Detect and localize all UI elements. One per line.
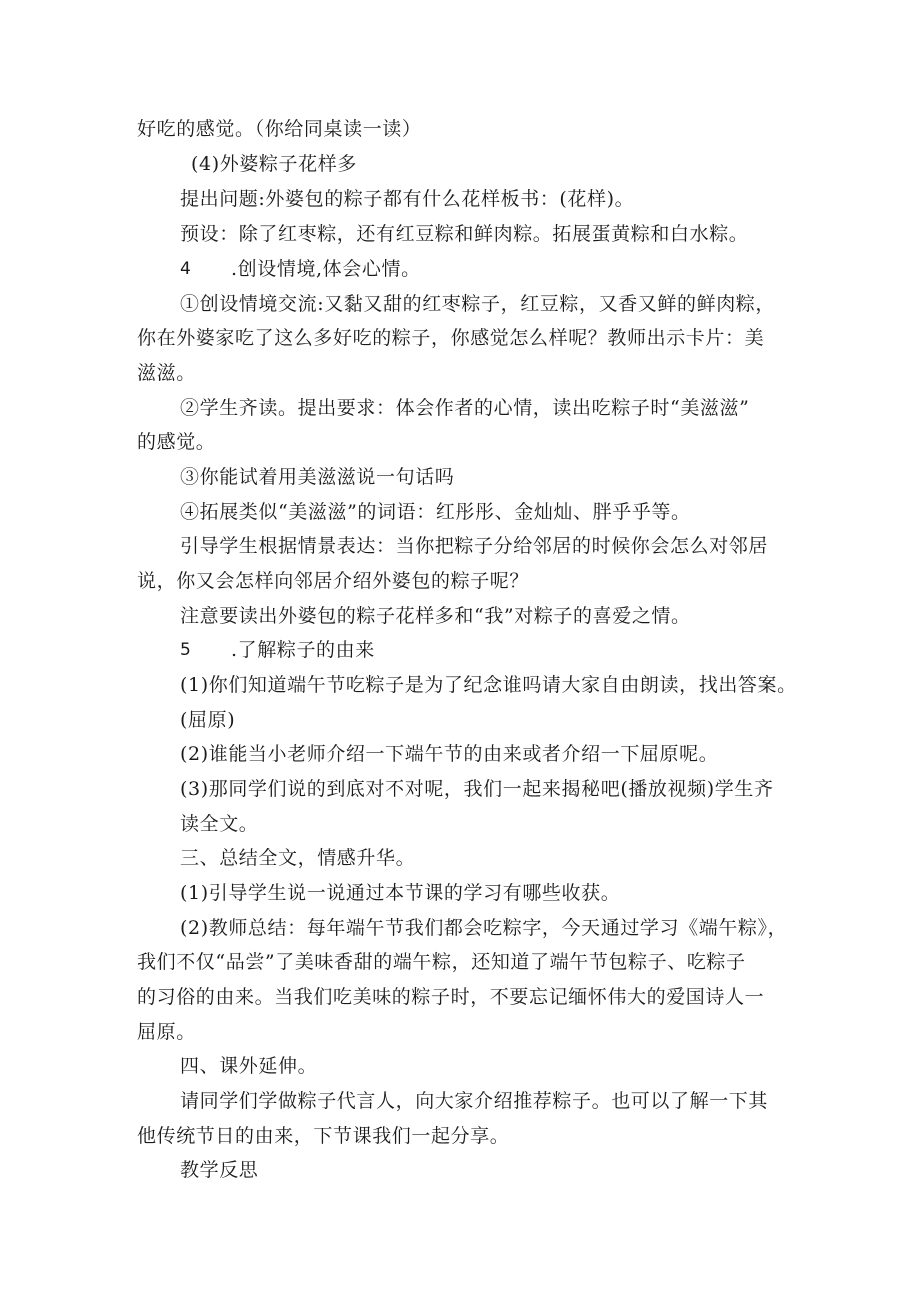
text-line: 预设：除了红枣粽，还有红豆粽和鲜肉粽。拓展蛋黄粽和白水粽。 — [180, 223, 749, 245]
section-heading: .创设情境,体会心情。 — [231, 258, 421, 280]
text-line: ③你能试着用美滋滋说一句话吗 — [180, 466, 455, 488]
subsection-heading: (4)外婆粽子花样多 — [191, 153, 357, 175]
text-line: 说，你又会怎样向邻居介绍外婆包的粽子呢？ — [137, 570, 530, 592]
text-line: 提出问题:外婆包的粽子都有什么花样板书：(花样)。 — [180, 188, 635, 210]
section-heading: 教学反思 — [180, 1159, 259, 1181]
text-line: 屈原。 — [137, 1021, 196, 1043]
text-line: 请同学们学做粽子代言人，向大家介绍推荐粽子。也可以了解一下其 — [180, 1090, 769, 1112]
text-line: (1)你们知道端午节吃粽子是为了纪念谁吗请大家自由朗读，找出答案。 — [180, 674, 797, 696]
text-line: 注意要读出外婆包的粽子花样多和“我”对粽子的喜爱之情。 — [180, 605, 691, 627]
section-heading: 三、总结全文，情感升华。 — [180, 847, 416, 869]
text-line: 我们不仅“品尝”了美味香甜的端午粽，还知道了端午节包粽子、吃粽子 — [137, 951, 746, 973]
section-number: 5 — [180, 640, 191, 660]
text-line: (1)引导学生说一说通过本节课的学习有哪些收获。 — [180, 882, 621, 904]
text-line: 滋滋。 — [137, 362, 196, 384]
text-line: 读全文。 — [180, 813, 259, 835]
text-line: (3)那同学们说的到底对不对呢，我们一起来揭秘吧(播放视频)学生齐 — [180, 778, 774, 800]
text-line: ②学生齐读。提出要求：体会作者的心情，读出吃粽子时“美滋滋” — [180, 397, 750, 419]
text-line: (2)教师总结：每年端午节我们都会吃粽字，今天通过学习《端午粽》， — [180, 917, 788, 939]
text-line: 你在外婆家吃了这么多好吃的粽子，你感觉怎么样呢？教师出示卡片：美 — [137, 327, 765, 349]
text-line: 他传统节日的由来，下节课我们一起分享。 — [137, 1125, 510, 1147]
text-line: 的习俗的由来。当我们吃美味的粽子时，不要忘记缅怀伟大的爱国诗人一 — [137, 986, 765, 1008]
text-line: 好吃的感觉。（你给同桌读一读） — [137, 118, 422, 140]
text-line: (2)谁能当小老师介绍一下端午节的由来或者介绍一下屈原呢。 — [180, 743, 719, 765]
section-heading: 四、课外延伸。 — [180, 1055, 318, 1077]
text-line: 引导学生根据情景表达：当你把粽子分给邻居的时候你会怎么对邻居 — [180, 535, 769, 557]
text-line: ④拓展类似“美滋滋”的词语：红彤彤、金灿灿、胖乎乎等。 — [180, 501, 691, 523]
section-number: 4 — [180, 259, 191, 279]
section-heading: .了解粽子的由来 — [231, 639, 375, 661]
text-line: 的感觉。 — [137, 431, 216, 453]
text-line: (屈原) — [180, 709, 236, 731]
text-line: ①创设情境交流:又黏又甜的红枣粽子，红豆粽，又香又鲜的鲜肉粽， — [180, 293, 776, 315]
